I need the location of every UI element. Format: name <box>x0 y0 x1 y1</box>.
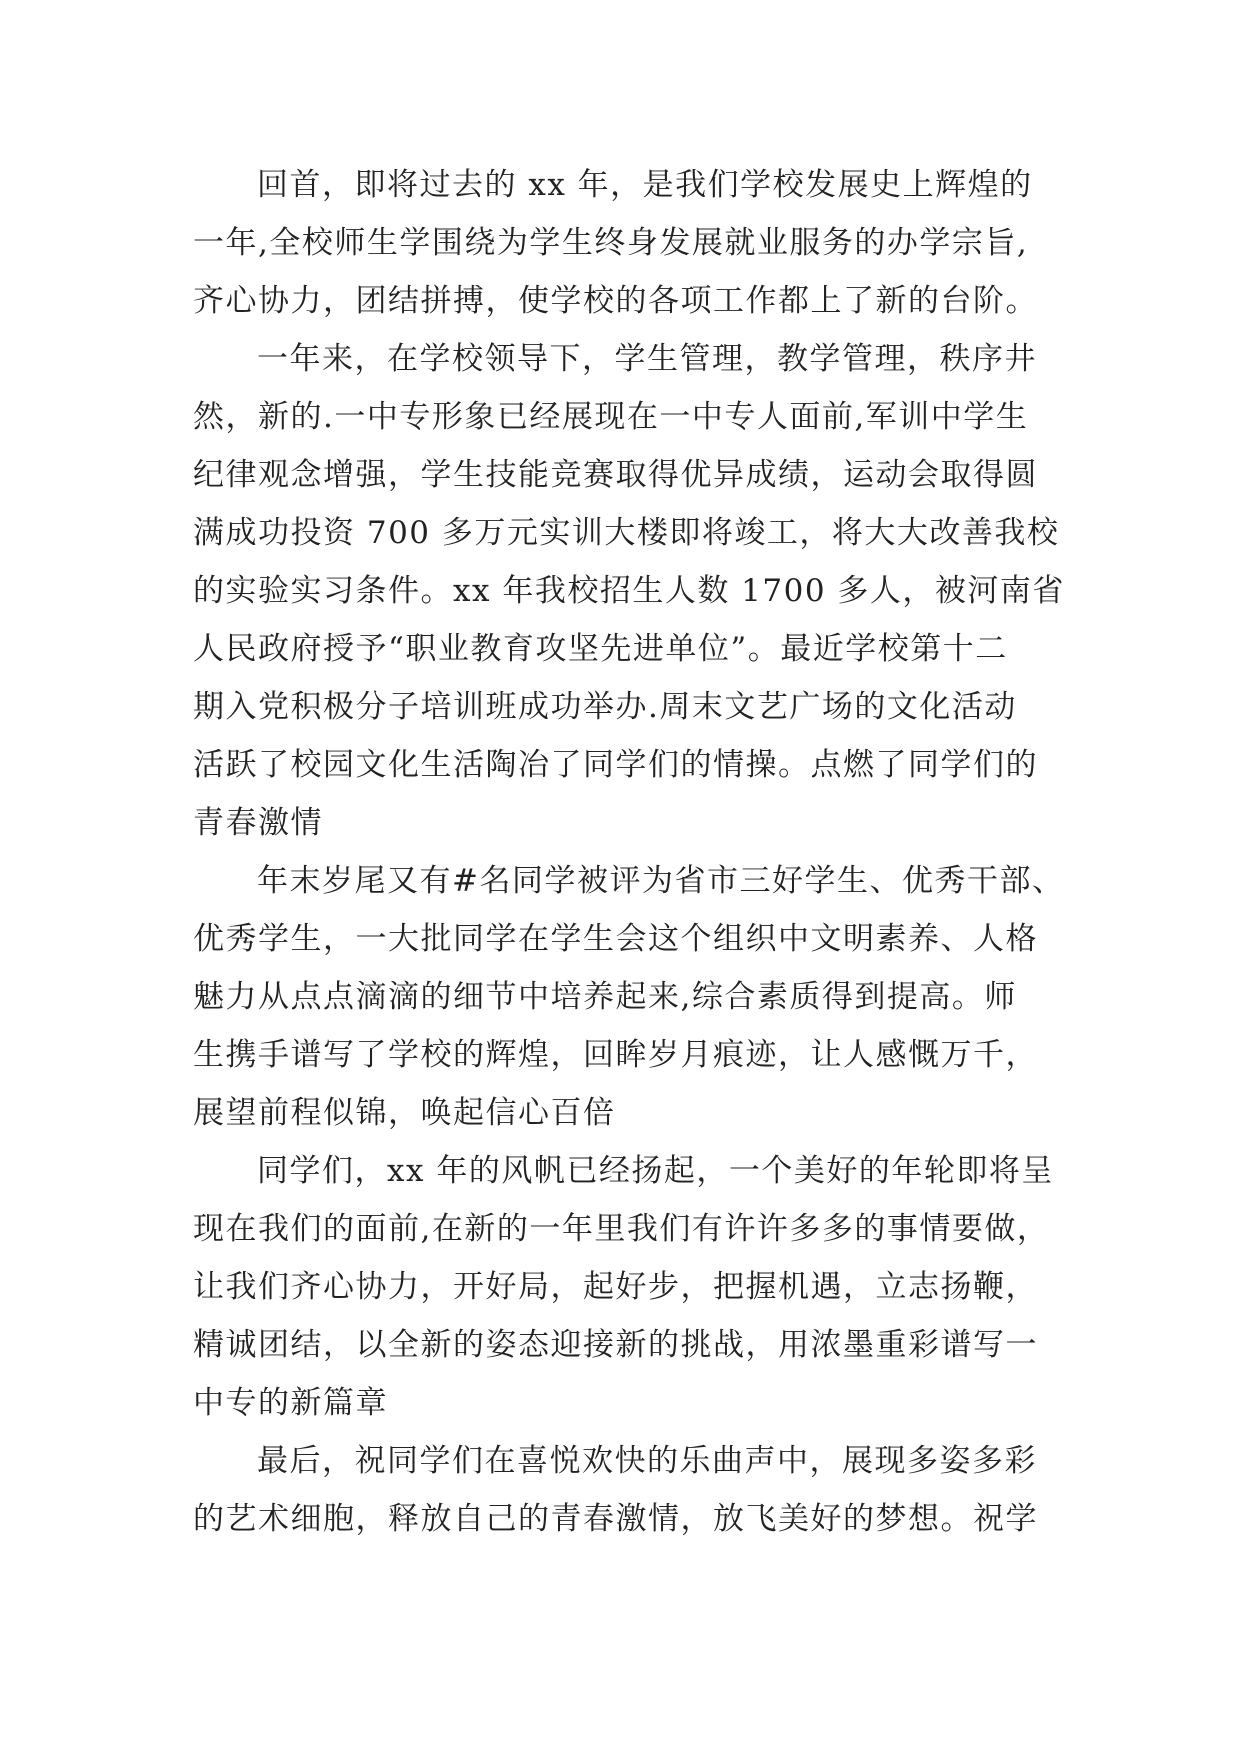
text-line: 一年来，在学校领导下，学生管理，教学管理，秩序井 <box>257 341 1037 377</box>
text-line: 青春激情 <box>193 805 323 841</box>
text-line: 的艺术细胞，释放自己的青春激情，放飞美好的梦想。祝学 <box>193 1501 1038 1537</box>
text-line: 最后，祝同学们在喜悦欢快的乐曲声中，展现多姿多彩 <box>257 1443 1037 1479</box>
text-line: 年末岁尾又有#名同学被评为省市三好学生、优秀干部、 <box>257 863 1065 899</box>
text-line: 期入党积极分子培训班成功举办.周末文艺广场的文化活动 <box>193 689 1017 725</box>
text-line: 满成功投资 700 多万元实训大楼即将竣工，将大大改善我校 <box>193 515 1060 551</box>
text-line: 魅力从点点滴滴的细节中培养起来,综合素质得到提高。师 <box>193 979 1017 1015</box>
text-line: 现在我们的面前,在新的一年里我们有许许多多的事情要做， <box>193 1211 1050 1247</box>
text-line: 生携手谱写了学校的辉煌，回眸岁月痕迹，让人感慨万千， <box>193 1037 1038 1073</box>
text-line: 的实验实习条件。xx 年我校招生人数 1700 多人，被河南省 <box>193 573 1065 609</box>
text-line: 同学们，xx 年的风帆已经扬起，一个美好的年轮即将呈 <box>257 1153 1054 1189</box>
text-line: 中专的新篇章 <box>193 1385 388 1421</box>
text-line: 优秀学生，一大批同学在学生会这个组织中文明素养、人格 <box>193 921 1038 957</box>
text-line: 展望前程似锦，唤起信心百倍 <box>193 1095 616 1131</box>
text-line: 然，新的.一中专形象已经展现在一中专人面前,军训中学生 <box>193 399 1029 435</box>
text-line: 精诚团结，以全新的姿态迎接新的挑战，用浓墨重彩谱写一 <box>193 1327 1038 1363</box>
text-line: 回首，即将过去的 xx 年，是我们学校发展史上辉煌的 <box>257 167 1033 203</box>
text-line: 一年,全校师生学围绕为学生终身发展就业服务的办学宗旨, <box>193 225 1029 261</box>
text-line: 齐心协力，团结拼搏，使学校的各项工作都上了新的台阶。 <box>193 283 1038 319</box>
text-line: 纪律观念增强，学生技能竞赛取得优异成绩，运动会取得圆 <box>193 457 1038 493</box>
text-line: 人民政府授予“职业教育攻坚先进单位”。最近学校第十二 <box>193 631 1008 667</box>
text-line: 活跃了校园文化生活陶冶了同学们的情操。点燃了同学们的 <box>193 747 1038 783</box>
text-line: 让我们齐心协力，开好局，起好步，把握机遇，立志扬鞭， <box>193 1269 1038 1305</box>
